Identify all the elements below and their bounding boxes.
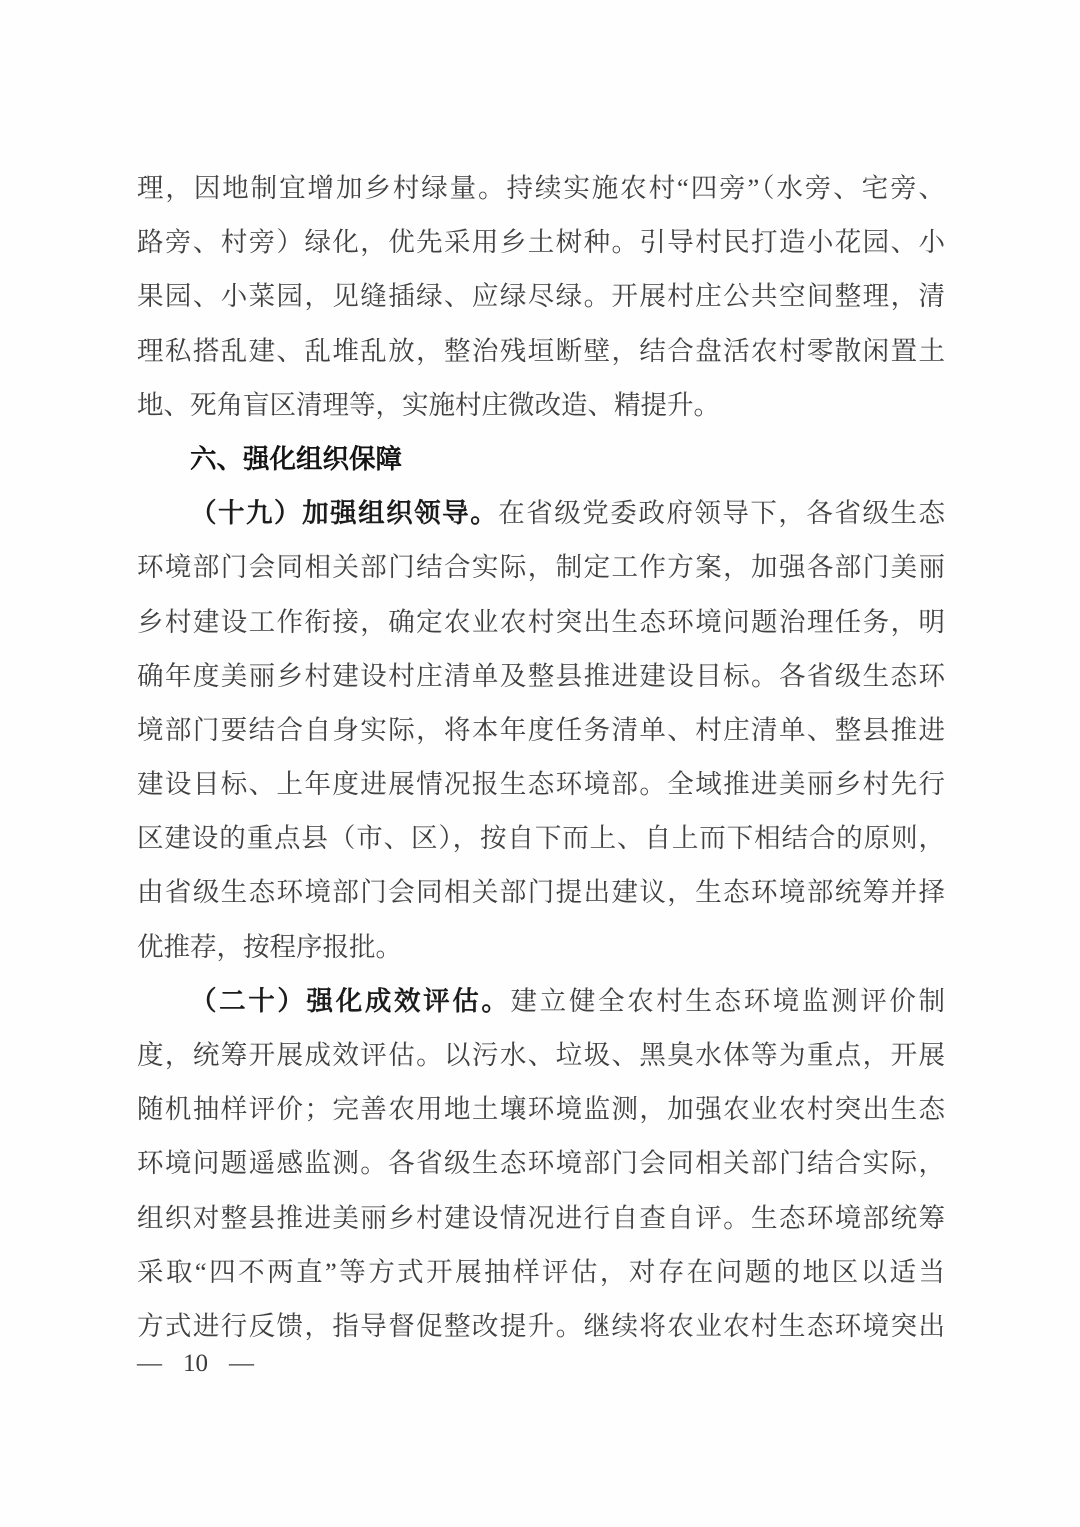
text-line [137,920,945,974]
page-number-footer [137,1350,254,1378]
text-line [137,757,945,811]
section-heading-text: 六、强化组织保障 [190,443,402,474]
paragraph-lead: （二十）强化成效评估。 [190,985,511,1016]
page-number: 10 [183,1350,208,1377]
text-line [137,161,945,215]
text-line [137,595,945,649]
text-line [137,269,945,323]
paragraph-lead: （十九）加强组织领导。 [190,498,499,529]
line-text: 度，统筹开展成效评估。以污水、垃圾、黑臭水体等为重点，开展 [137,1040,945,1070]
line-text: 优推荐，按程序报批。 [137,931,402,962]
line-text: 随机抽样评价；完善农用地土壤环境监测，加强农业农村突出生态 [137,1094,945,1125]
line-text: 确年度美丽乡村建设村庄清单及整县推进建设目标。各省级生态环 [137,660,945,691]
line-text: 理，因地制宜增加乡村绿量。持续实施农村“四旁”（水旁、宅旁、 [137,173,945,203]
line-text: 乡村建设工作衔接，确定农业农村突出生态环境问题治理任务，明 [137,606,945,637]
line-text: 路旁、村旁）绿化，优先采用乡土树种。引导村民打造小花园、小 [137,227,945,258]
line-text: 理私搭乱建、乱堆乱放，整治残垣断壁，结合盘活农村零散闲置土 [137,335,945,366]
text-line [137,215,945,269]
text-line [137,703,945,757]
text-line [137,540,945,594]
line-text: 由省级生态环境部门会同相关部门提出建议，生态环境部统筹并择 [137,877,945,908]
text-line [137,486,945,540]
text-line [137,378,945,432]
text-line [137,1191,945,1245]
text-line [137,649,945,703]
text-line [137,1299,945,1353]
text-line [137,1245,945,1299]
line-text: 环境问题遥感监测。各省级生态环境部门会同相关部门结合实际， [137,1148,945,1179]
line-text: 果园、小菜园，见缝插绿、应绿尽绿。开展村庄公共空间整理，清 [137,281,945,312]
text-line [137,865,945,919]
line-text: 环境部门会同相关部门结合实际，制定工作方案，加强各部门美丽 [137,552,945,583]
footer-left-dash: — [137,1350,162,1377]
line-text: 区建设的重点县（市、区），按自下而上、自上而下相结合的原则， [137,823,945,854]
document-text-block [137,161,945,1353]
line-text: 在省级党委政府领导下，各省级生态 [498,498,946,529]
section-heading [137,432,945,486]
line-text: 境部门要结合自身实际，将本年度任务清单、村庄清单、整县推进 [137,714,945,745]
text-line [137,974,945,1028]
line-text: 建立健全农村生态环境监测评价制 [510,985,946,1016]
line-text: 采取“四不两直”等方式开展抽样评估，对存在问题的地区以适当 [137,1256,945,1287]
text-line [137,1082,945,1136]
line-text: 方式进行反馈，指导督促整改提升。继续将农业农村生态环境突出 [137,1310,945,1341]
line-text: 地、死角盲区清理等，实施村庄微改造、精提升。 [137,389,720,420]
text-line [137,1136,945,1190]
text-line [137,324,945,378]
footer-right-dash: — [229,1350,254,1377]
line-text: 组织对整县推进美丽乡村建设情况进行自查自评。生态环境部统筹 [137,1202,945,1233]
text-line [137,1028,945,1082]
line-text: 建设目标、上年度进展情况报生态环境部。全域推进美丽乡村先行 [137,769,945,800]
text-line [137,811,945,865]
